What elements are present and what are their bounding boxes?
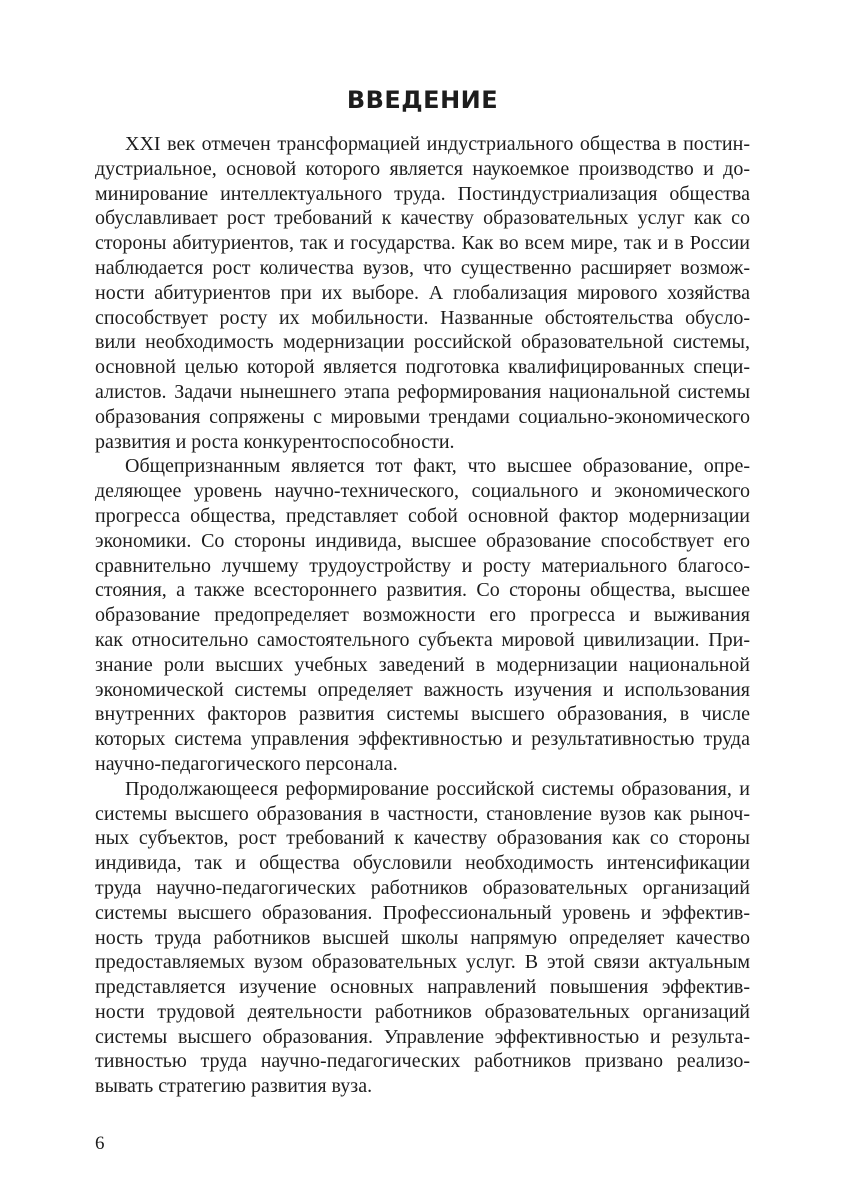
- text-line: ности абитуриентов при их выборе. А глобализация мирового хозяйства: [95, 281, 750, 304]
- text-line: Продолжающееся реформирование российской системы образования, и: [125, 777, 750, 800]
- text-line: алистов. Задачи нынешнего этапа реформирования национальной системы: [95, 380, 750, 403]
- text-line: дустриальное, основой которого является наукоемкое производство и до-: [95, 157, 750, 180]
- body-text: [95, 132, 750, 1099]
- text-line: научно-педагогического персонала.: [95, 752, 398, 775]
- page-number: 6: [95, 1133, 105, 1154]
- text-line: труда научно-педагогических работников образовательных организаций: [95, 876, 750, 899]
- text-line: которых система управления эффективностью и результативностью труда: [95, 728, 750, 751]
- text-line: стояния, а также всестороннего развития. Со стороны общества, высшее: [95, 579, 750, 602]
- text-line: ных субъектов, рост требований к качеству образования как со стороны: [95, 827, 750, 850]
- text-line: знание роли высших учебных заведений в модернизации национальной: [95, 653, 750, 676]
- text-line: вывать стратегию развития вуза.: [95, 1075, 373, 1098]
- page-title: ВВЕДЕНИЕ: [346, 86, 499, 114]
- text-line: предоставляемых вузом образовательных услуг. В этой связи актуальным: [95, 951, 750, 974]
- text-line: ности трудовой деятельности работников образовательных организаций: [95, 1000, 750, 1023]
- text-line: внутренних факторов развития системы высшего образования, в числе: [95, 703, 750, 726]
- paragraph-1: [95, 132, 750, 454]
- text-line: образование предопределяет возможности его прогресса и выживания: [95, 604, 750, 627]
- text-line: экономики. Со стороны индивида, высшее образование способствует его: [95, 529, 750, 552]
- text-line: вили необходимость модернизации российской образовательной системы,: [95, 331, 750, 354]
- text-line: образования сопряжены с мировыми трендами социально-экономического: [95, 405, 750, 428]
- text-line: обуславливает рост требований к качеству образовательных услуг как со: [95, 207, 750, 230]
- paragraph-3: [95, 777, 750, 1099]
- text-line: прогресса общества, представляет собой основной фактор модернизации: [95, 504, 750, 527]
- text-line: системы высшего образования. Управление эффективностью и результа-: [95, 1025, 750, 1048]
- text-line: Общепризнанным является тот факт, что высшее образование, опре-: [125, 455, 750, 478]
- text-line: представляется изучение основных направлений повышения эффектив-: [95, 976, 750, 999]
- text-line: сравнительно лучшему трудоустройству и росту материального благосо-: [95, 554, 750, 577]
- paragraph-2: [95, 454, 750, 776]
- text-line: минирование интеллектуального труда. Постиндустриализация общества: [95, 182, 750, 205]
- text-line: экономической системы определяет важность изучения и использования: [95, 678, 750, 701]
- text-line: как относительно самостоятельного субъекта мировой цивилизации. При-: [95, 628, 750, 651]
- text-line: индивида, так и общества обусловили необходимость интенсификации: [95, 852, 750, 875]
- text-line: способствует росту их мобильности. Названные обстоятельства обусло-: [95, 306, 750, 329]
- text-line: развития и роста конкурентоспособности.: [95, 430, 455, 453]
- text-line: системы высшего образования. Профессиональный уровень и эффектив-: [95, 901, 750, 924]
- text-line: ность труда работников высшей школы напрямую определяет качество: [95, 926, 750, 949]
- page-content: [95, 82, 750, 1099]
- text-line: тивностью труда научно-педагогических работников призвано реализо-: [95, 1050, 750, 1073]
- text-line: системы высшего образования в частности, становление вузов как рыноч-: [95, 802, 750, 825]
- text-line: стороны абитуриентов, так и государства. Как во всем мире, так и в России: [95, 232, 750, 255]
- text-line: основной целью которой является подготовка квалифицированных специ-: [95, 356, 750, 379]
- text-line: наблюдается рост количества вузов, что существенно расширяет возмож-: [95, 256, 750, 279]
- text-line: деляющее уровень научно-технического, социального и экономического: [95, 480, 750, 503]
- text-line: XXI век отмечен трансформацией индустриального общества в постин-: [125, 133, 750, 155]
